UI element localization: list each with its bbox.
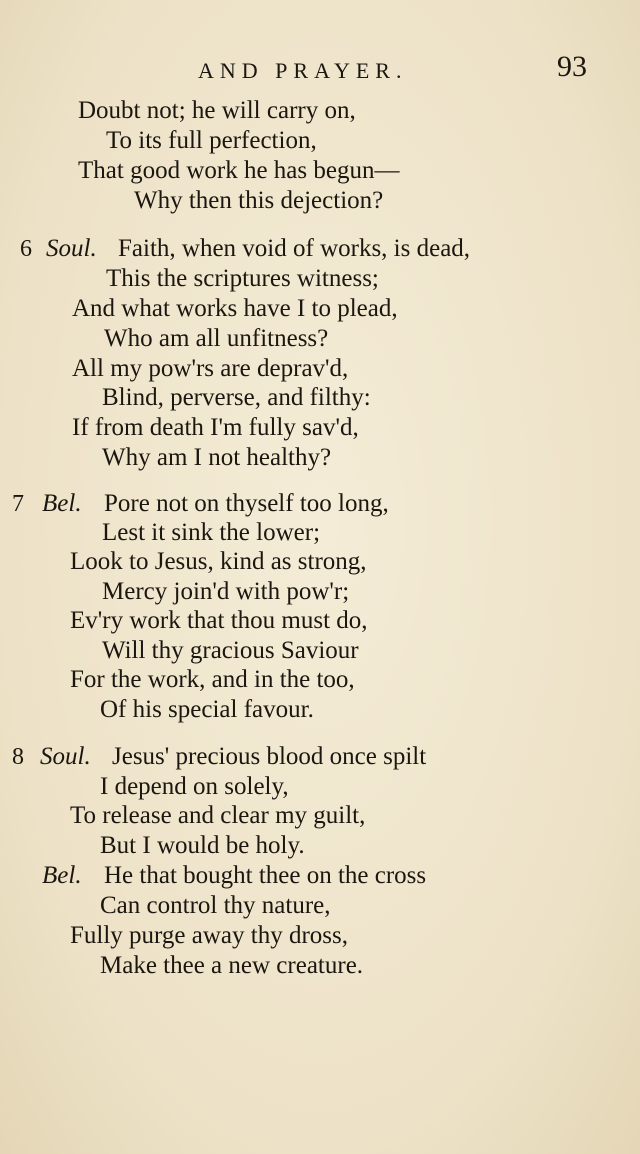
verse-line: Ev'ry work that thou must do, <box>70 607 368 634</box>
verse-line: Jesus' precious blood once spilt <box>112 743 427 770</box>
verse-line: He that bought thee on the cross <box>104 862 427 889</box>
verse-line: And what works have I to plead, <box>72 295 398 322</box>
verse-line: This the scriptures witness; <box>106 265 379 292</box>
verse-line: Blind, perverse, and filthy: <box>102 384 371 411</box>
verse-line: Faith, when void of works, is dead, <box>118 235 471 262</box>
verse-line: Pore not on thyself too long, <box>104 490 389 517</box>
verse-line: Make thee a new creature. <box>100 952 364 979</box>
verse-line: I depend on solely, <box>100 773 289 800</box>
verse-line: All my pow'rs are deprav'd, <box>72 355 349 382</box>
page-header <box>0 50 640 90</box>
verse-line: Of his special favour. <box>100 696 314 723</box>
verse-line: That good work he has begun— <box>78 157 400 184</box>
stanza-number: 7 <box>12 491 24 517</box>
verse-line: Why am I not healthy? <box>102 444 332 471</box>
speaker-label: Soul. <box>40 743 91 770</box>
verse-line: For the work, and in the too, <box>70 666 355 693</box>
verse-line: Who am all unfitness? <box>104 325 329 352</box>
page-number: 93 <box>557 50 587 83</box>
verse-line: Fully purge away thy dross, <box>70 922 348 949</box>
verse-line: Mercy join'd with pow'r; <box>102 578 350 605</box>
speaker-label: Bel. <box>42 490 82 517</box>
verse-line: Doubt not; he will carry on, <box>78 97 356 124</box>
running-title: AND PRAYER. <box>198 58 408 83</box>
verse-line: But I would be holy. <box>100 832 305 859</box>
speaker-label: Bel. <box>42 862 82 889</box>
stanza-number: 8 <box>12 744 24 770</box>
speaker-label: Soul. <box>46 235 97 262</box>
verse-line: Look to Jesus, kind as strong, <box>70 548 367 575</box>
verse-line: To its full perfection, <box>106 127 317 154</box>
verse-line: To release and clear my guilt, <box>70 802 366 829</box>
verse-line: Lest it sink the lower; <box>102 519 321 546</box>
verse-line: Will thy gracious Saviour <box>102 637 359 664</box>
stanza-number: 6 <box>20 236 32 262</box>
verse-line: If from death I'm fully sav'd, <box>72 414 359 441</box>
verse-line: Why then this dejection? <box>134 187 384 214</box>
verse-line: Can control thy nature, <box>100 892 331 919</box>
